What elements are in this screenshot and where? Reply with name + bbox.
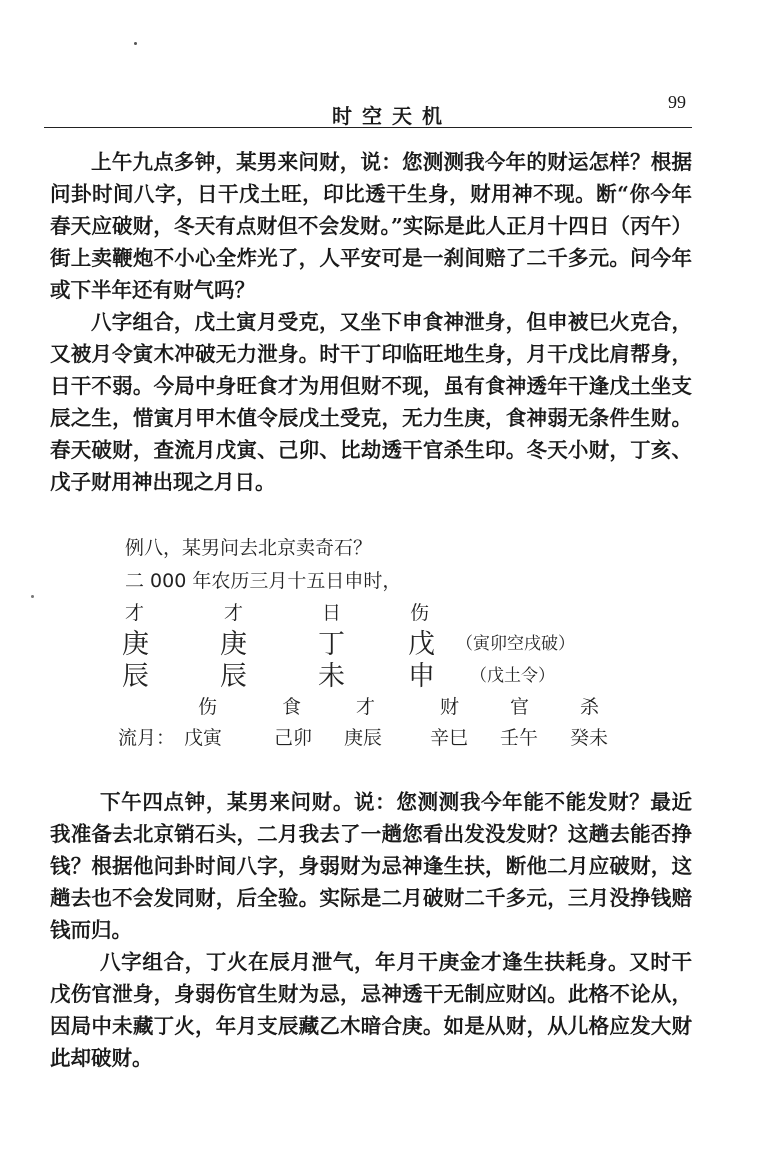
heavenly-stem: 庚 xyxy=(122,629,149,660)
ten-god-label: 才 xyxy=(224,602,244,624)
month-pillar: 癸未 xyxy=(570,727,609,749)
ten-god-label: 才 xyxy=(125,602,145,624)
heavenly-stem: 丁 xyxy=(318,629,345,660)
month-pillar: 戊寅 xyxy=(184,727,223,749)
heavenly-stem: 戊 xyxy=(408,629,435,660)
earthly-branch: 辰 xyxy=(122,661,149,692)
earthly-branch: 未 xyxy=(318,661,345,692)
page-header xyxy=(44,92,692,128)
branches-note: （戊土令） xyxy=(470,666,555,686)
earthly-branch: 辰 xyxy=(220,661,247,692)
month-god-label: 杀 xyxy=(580,696,600,718)
ten-god-label: 日 xyxy=(322,602,342,624)
earthly-branch: 申 xyxy=(408,661,435,692)
ten-god-label: 伤 xyxy=(410,602,430,624)
months-label: 流月： xyxy=(118,727,176,749)
example-title: 例八，某男问去北京卖奇石？ xyxy=(125,537,373,559)
header-rule xyxy=(44,127,692,128)
paragraph-4: 八字组合，丁火在辰月泄气，年月干庚金才逢生扶耗身。又时干戊伤官泄身，身弱伤官生财为忌，忌神透干无制应财凶。此格不论从，因局中未藏丁火，年月支辰藏乙木暗合庚。如是从财，从儿格应发大财此却破财。 xyxy=(50,950,692,1070)
month-pillar: 辛巳 xyxy=(430,727,469,749)
running-title: 时空天机 xyxy=(332,104,452,128)
scan-speck xyxy=(134,42,137,45)
month-pillar: 己卯 xyxy=(274,727,313,749)
month-god-label: 食 xyxy=(282,696,302,718)
example-date: 二 000 年农历三月十五日申时， xyxy=(125,570,402,592)
month-god-label: 伤 xyxy=(198,696,218,718)
paragraph-3: 下午四点钟，某男来问财。说：您测测我今年能不能发财？最近我准备去北京销石头，二月我去了一趟您看出发没发财？这趟去能否挣钱？根据他问卦时间八字，身弱财为忌神逢生扶，断他二月应破财，这趟去也不会发同财，后全验。实际是二月破财二千多元，三月没挣钱赔钱而归。 xyxy=(50,790,692,942)
scan-speck xyxy=(31,595,34,598)
month-god-label: 财 xyxy=(440,696,460,718)
page-number: 99 xyxy=(668,92,686,112)
month-god-label: 官 xyxy=(510,696,530,718)
paragraph-1: 上午九点多钟，某男来问财，说：您测测我今年的财运怎样？根据问卦时间八字，日干戊土旺，印比透干生身，财用神不现。断“你今年春天应破财，冬天有点财但不会发财。”实际是此人正月十四日（丙午）街上卖鞭炮不小心全炸光了，人平安可是一刹间赔了二千多元。问今年或下半年还有财气吗？ xyxy=(50,150,692,302)
paragraph-2: 八字组合，戊土寅月受克，又坐下申食神泄身，但申被巳火克合，又被月令寅木冲破无力泄身。时干丁印临旺地生身，月干戊比肩帮身，日干不弱。今局中身旺食才为用但财不现，虽有食神透年干逢戊土坐支辰之生，惜寅月甲木值令辰戊土受克，无力生庚，食神弱无条件生财。春天破财，查流月戊寅、己卯、比劫透干官杀生印。冬天小财，丁亥、戊子财用神出现之月日。 xyxy=(50,310,692,494)
month-god-label: 才 xyxy=(356,696,376,718)
month-pillar: 庚辰 xyxy=(344,727,383,749)
stems-note: （寅卯空戌破） xyxy=(456,634,575,654)
heavenly-stem: 庚 xyxy=(220,629,247,660)
month-pillar: 壬午 xyxy=(500,727,539,749)
